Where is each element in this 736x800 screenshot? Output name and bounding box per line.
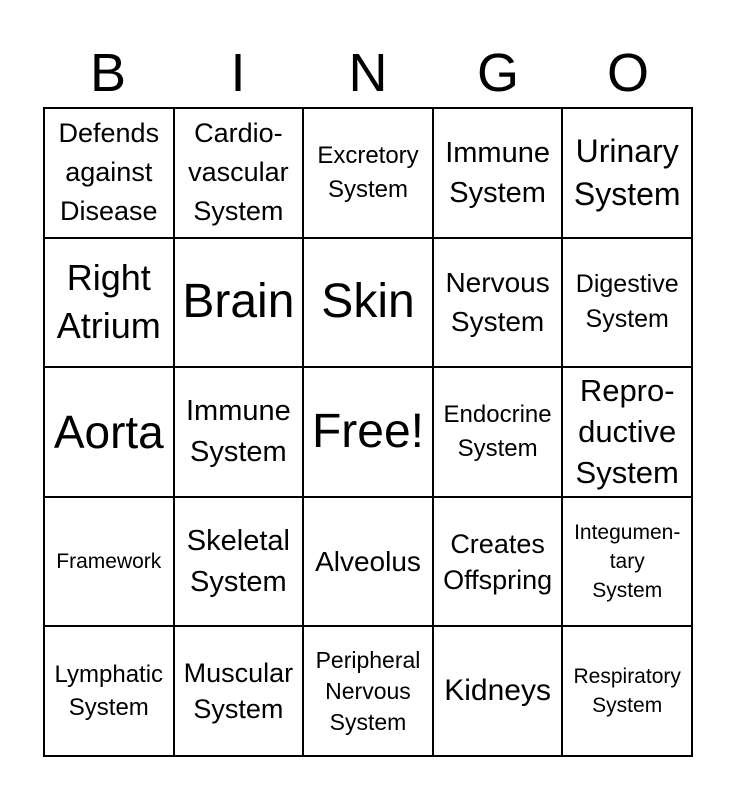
header-letter-n: N: [348, 43, 388, 103]
cell-text: Framework: [56, 549, 162, 573]
cell-text: Excretory System: [317, 141, 419, 203]
bingo-cell[interactable]: [562, 367, 692, 497]
cell-text: Skeletal System: [186, 524, 290, 598]
cell-text: Respiratory System: [573, 665, 681, 718]
header-letter-g: G: [476, 43, 519, 103]
cell-text: Lymphatic System: [54, 661, 164, 722]
bingo-cell[interactable]: [562, 238, 692, 368]
bingo-cell[interactable]: [433, 367, 563, 497]
bingo-cell[interactable]: [303, 367, 433, 497]
cell-text: Endocrine System: [443, 400, 552, 462]
bingo-cell[interactable]: [44, 626, 174, 756]
bingo-cell[interactable]: [44, 367, 174, 497]
cell-text: Digestive System: [575, 270, 679, 334]
cell-text: Immune System: [186, 394, 291, 468]
header-letter-o: O: [606, 43, 649, 103]
bingo-cell[interactable]: [562, 626, 692, 756]
bingo-cell[interactable]: [174, 626, 304, 756]
header-letter-b: B: [89, 43, 127, 103]
cell-text: Defends against Disease: [58, 118, 160, 227]
bingo-cell[interactable]: [303, 626, 433, 756]
header-letter-i: I: [230, 43, 246, 103]
cell-text: Integumen- tary System: [574, 521, 681, 603]
cell-text: Alveolus: [315, 545, 421, 577]
cell-text: Kidneys: [444, 674, 551, 708]
bingo-cell[interactable]: [562, 497, 692, 627]
bingo-cell[interactable]: [433, 108, 563, 238]
bingo-cell[interactable]: [44, 497, 174, 627]
cell-text: Cardio- vascular System: [188, 118, 289, 227]
bingo-cell[interactable]: [433, 626, 563, 756]
bingo-cell[interactable]: [44, 238, 174, 368]
bingo-card: [43, 107, 693, 757]
cell-text: Right Atrium: [56, 257, 161, 347]
cell-text: Urinary System: [573, 132, 681, 212]
cell-text: Peripheral Nervous System: [315, 646, 421, 735]
bingo-cell[interactable]: [562, 108, 692, 238]
cell-text: Skin: [321, 275, 415, 329]
bingo-cell[interactable]: [303, 108, 433, 238]
bingo-cell[interactable]: [174, 497, 304, 627]
bingo-cell[interactable]: [174, 238, 304, 368]
cell-text: Brain: [182, 275, 295, 329]
bingo-cell[interactable]: [303, 497, 433, 627]
bingo-header: [43, 40, 693, 106]
bingo-cell[interactable]: [174, 108, 304, 238]
bingo-cell[interactable]: [174, 367, 304, 497]
bingo-cell[interactable]: [303, 238, 433, 368]
cell-text: Creates Offspring: [443, 528, 553, 595]
cell-text: Muscular System: [183, 658, 294, 725]
cell-text: Aorta: [53, 405, 164, 458]
cell-text: Free!: [311, 404, 424, 458]
cell-text: Repro- ductive System: [575, 373, 679, 491]
bingo-cell[interactable]: [44, 108, 174, 238]
cell-text: Nervous System: [445, 267, 550, 338]
bingo-cell[interactable]: [433, 238, 563, 368]
cell-text: Immune System: [445, 136, 550, 209]
bingo-cell[interactable]: [433, 497, 563, 627]
